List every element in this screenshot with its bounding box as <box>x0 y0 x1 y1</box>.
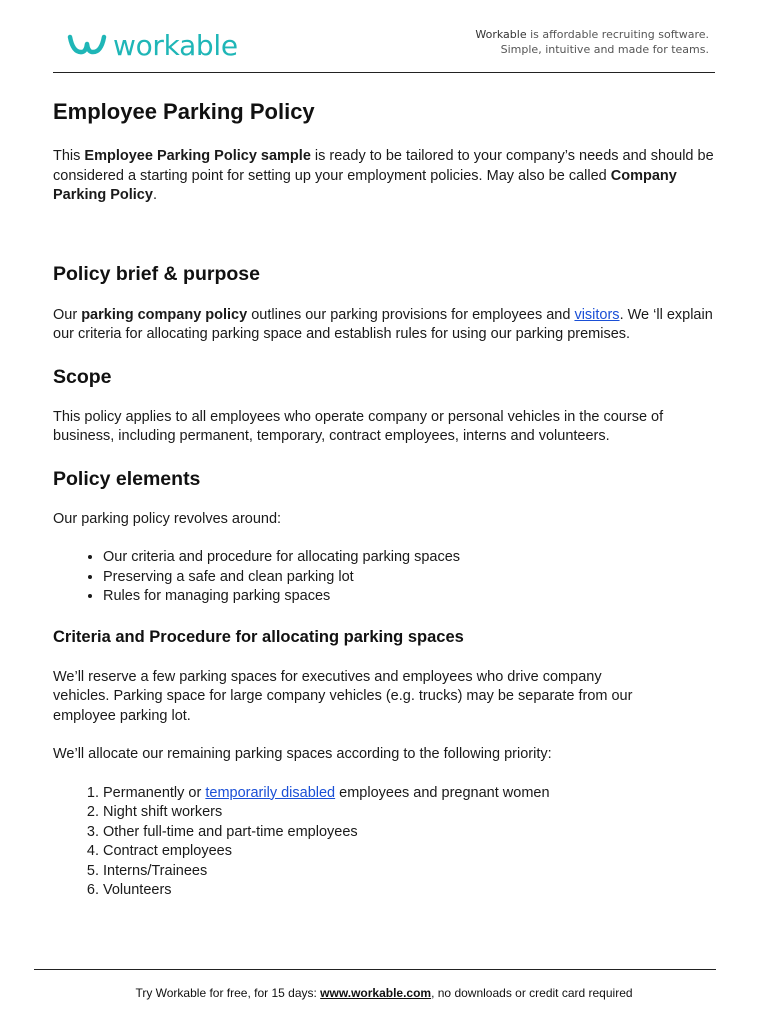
visitors-link[interactable]: visitors <box>574 306 620 323</box>
workable-url-link[interactable]: www.workable.com <box>320 986 432 1000</box>
list-item: • Rules for managing parking spaces <box>103 587 723 607</box>
page-footer <box>0 986 768 1000</box>
list-item: 3. Other full-time and part-time employees <box>103 823 723 843</box>
list-item <box>103 784 723 804</box>
brief-bold: parking company policy <box>81 306 248 323</box>
criteria-paragraph-1: We’ll reserve a few parking spaces for executives and employees who drive company vehicles. Parking space for large company vehicles (e.g. trucks) may be separate from our employee parking lot. <box>53 668 633 724</box>
list-item: 2. Night shift workers <box>103 803 723 823</box>
brief-text-2: outlines our parking provisions for employees and <box>247 306 575 323</box>
footer-divider <box>34 969 716 970</box>
section-heading-brief: Policy brief & purpose <box>53 262 260 285</box>
elements-bullet-list <box>53 548 723 607</box>
list-item: • Preserving a safe and clean parking lot <box>103 568 723 588</box>
priority-item-1-rest: employees and pregnant women <box>335 784 550 801</box>
intro-text-1: This <box>53 148 85 164</box>
document-body <box>53 98 723 901</box>
priority-item-1-text: Permanently or <box>103 784 206 801</box>
section-heading-elements: Policy elements <box>53 467 201 490</box>
scope-paragraph: This policy applies to all employees who operate company or personal vehicles in the course of business, including permanent, temporary, contract employees, interns and volunteers. <box>53 408 664 444</box>
criteria-paragraph-2: We’ll allocate our remaining parking spaces according to the following priority: <box>53 746 552 762</box>
list-item: 5. Interns/Trainees <box>103 862 723 882</box>
brief-paragraph <box>53 306 723 345</box>
list-item: • Our criteria and procedure for allocating parking spaces <box>103 548 723 568</box>
header-divider <box>53 72 715 73</box>
list-item: 6. Volunteers <box>103 881 723 901</box>
workable-logo-icon <box>67 32 107 58</box>
intro-text-3: . <box>152 187 157 203</box>
brief-text-1: Our <box>53 306 82 323</box>
temporarily-disabled-link[interactable]: temporarily disabled <box>205 784 336 801</box>
elements-intro: Our parking policy revolves around: <box>53 510 282 527</box>
intro-bold-1: Employee Parking Policy sample <box>84 148 311 164</box>
tagline-brand: Workable <box>475 28 527 41</box>
brief-text-3: . We ‘ll explain our criteria for allocating parking space and establish rules for using our parking premises. <box>53 306 713 342</box>
intro-paragraph <box>53 147 723 206</box>
subsection-heading-criteria: Criteria and Procedure for allocating parking spaces <box>53 627 464 646</box>
footer-text-1: Try Workable for free, for 15 days: <box>135 986 321 1000</box>
priority-list <box>53 784 723 901</box>
tagline-line1: is affordable recruiting software. <box>526 28 709 41</box>
intro-text-2: is ready to be tailored to your company’s needs and should be considered a starting point for setting up your employment policies. May also be called <box>53 148 714 184</box>
section-heading-scope: Scope <box>53 365 112 388</box>
document-title: Employee Parking Policy <box>53 99 315 124</box>
workable-logo[interactable] <box>67 28 238 62</box>
tagline-line2: Simple, intuitive and made for teams. <box>500 43 709 56</box>
logo-wordmark: workable <box>113 28 238 62</box>
header-tagline <box>475 27 709 57</box>
list-item: 4. Contract employees <box>103 842 723 862</box>
intro-bold-2: Company Parking Policy <box>53 167 677 203</box>
footer-text-2: , no downloads or credit card required <box>431 986 633 1000</box>
page-header <box>53 22 715 72</box>
